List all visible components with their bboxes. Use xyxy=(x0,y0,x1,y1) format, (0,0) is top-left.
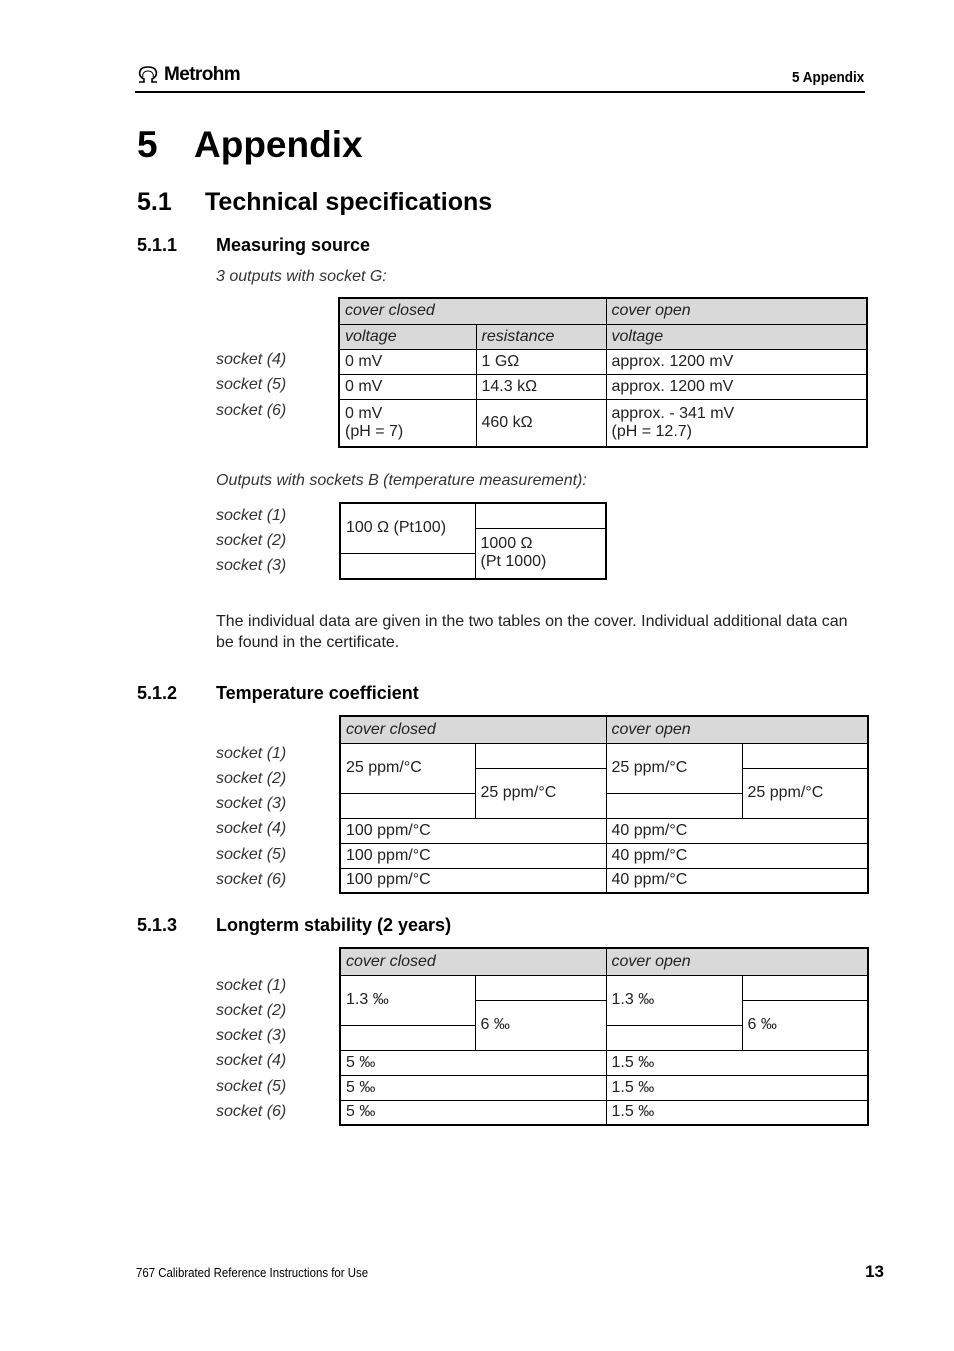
table-row xyxy=(340,1050,868,1075)
subsection-title-512 xyxy=(137,683,419,704)
header-cover-open: cover open xyxy=(606,298,867,324)
table-cell: 25 ppm/°C xyxy=(340,743,475,793)
subsection-title-text: Temperature coefficient xyxy=(216,683,419,703)
table-row xyxy=(339,399,867,447)
cover-note-paragraph: The individual data are given in the two tables on the cover. Individual additional data can be found in the certificate. xyxy=(216,613,848,651)
socket-label: socket (5) xyxy=(216,846,287,863)
temperature-socket-table xyxy=(339,502,607,580)
socket-label: socket (5) xyxy=(216,1078,287,1095)
table-cell xyxy=(475,743,606,768)
table-cell: 100 ppm/°C xyxy=(340,843,606,868)
table-cell: 1.5 ‰ xyxy=(606,1050,868,1075)
table-cell: approx. 1200 mV xyxy=(606,374,867,399)
table-cell xyxy=(475,975,606,1000)
header-cover-closed: cover closed xyxy=(339,298,606,324)
table-row xyxy=(339,374,867,399)
table-cell: 1.5 ‰ xyxy=(606,1075,868,1100)
table-cell xyxy=(606,793,742,818)
table-cell xyxy=(742,743,868,768)
table-cell xyxy=(606,1025,742,1050)
table-cell: 0 mV xyxy=(339,374,476,399)
socket-label: socket (6) xyxy=(216,871,287,888)
table-cell: 1.3 ‰ xyxy=(606,975,742,1025)
table-cell: 460 kΩ xyxy=(476,399,606,447)
table-cell: 25 ppm/°C xyxy=(742,768,868,818)
subsection-title-513 xyxy=(137,915,451,936)
table-cell xyxy=(340,793,475,818)
table-cell: 40 ppm/°C xyxy=(606,843,868,868)
chapter-title-text: Appendix xyxy=(194,124,363,165)
intro-socket-b: Outputs with sockets B (temperature measurement): xyxy=(216,472,587,489)
header-cover-closed: cover closed xyxy=(340,948,606,975)
table-cell: 25 ppm/°C xyxy=(606,743,742,793)
table-cell: 1.5 ‰ xyxy=(606,1100,868,1125)
socket-label: socket (6) xyxy=(216,402,287,419)
socket-label: socket (2) xyxy=(216,770,287,787)
header-resistance: resistance xyxy=(476,324,606,349)
socket-label: socket (2) xyxy=(216,1002,287,1019)
table-cell: 6 ‰ xyxy=(475,1000,606,1050)
header-section-label: 5 Appendix xyxy=(791,69,864,86)
socket-label: socket (5) xyxy=(216,376,287,393)
cell-line: (Pt 1000) xyxy=(480,553,547,571)
table-row xyxy=(340,818,868,843)
section-title-text: Technical specifications xyxy=(205,188,493,216)
temperature-coefficient-table xyxy=(339,715,869,894)
section-title xyxy=(137,188,492,217)
chapter-number: 5 xyxy=(137,124,158,165)
cell-line: 0 mV xyxy=(345,404,383,422)
table-cell xyxy=(475,528,606,579)
socket-label: socket (3) xyxy=(216,795,287,812)
socket-label: socket (1) xyxy=(216,507,287,524)
chapter-title xyxy=(137,124,363,166)
subsection-title-511 xyxy=(137,235,370,256)
table-cell: 14.3 kΩ xyxy=(476,374,606,399)
table-cell: 1 GΩ xyxy=(476,349,606,374)
socket-label: socket (4) xyxy=(216,1052,287,1069)
table-cell: 6 ‰ xyxy=(742,1000,868,1050)
header-cover-closed: cover closed xyxy=(340,716,606,743)
socket-label: socket (6) xyxy=(216,1103,287,1120)
table-cell: 1.3 ‰ xyxy=(340,975,475,1025)
socket-label: socket (3) xyxy=(216,1027,287,1044)
omega-logo-icon xyxy=(136,66,160,84)
measuring-source-table xyxy=(338,297,868,448)
subsection-number: 5.1.1 xyxy=(137,235,178,255)
table-cell: 0 mV xyxy=(339,349,476,374)
table-cell xyxy=(339,399,476,447)
subsection-title-text: Measuring source xyxy=(216,235,371,255)
table-cell: 5 ‰ xyxy=(340,1100,606,1125)
table-cell xyxy=(742,975,868,1000)
header-voltage-open: voltage xyxy=(606,324,867,349)
table-cell: 40 ppm/°C xyxy=(606,868,868,893)
table-row xyxy=(340,1075,868,1100)
table-cell xyxy=(340,553,475,579)
table-cell: 25 ppm/°C xyxy=(475,768,606,818)
header-rule xyxy=(135,91,865,93)
subsection-number: 5.1.2 xyxy=(137,683,178,703)
socket-label: socket (4) xyxy=(216,351,287,368)
socket-label: socket (3) xyxy=(216,557,287,574)
table-cell: 100 Ω (Pt100) xyxy=(340,503,475,553)
cell-line: approx. - 341 mV xyxy=(611,404,735,422)
table-cell: approx. 1200 mV xyxy=(606,349,867,374)
subsection-title-text: Longterm stability (2 years) xyxy=(216,915,452,935)
socket-label: socket (1) xyxy=(216,745,287,762)
table-row xyxy=(340,868,868,893)
table-cell xyxy=(606,399,867,447)
footer-document-title: 767 Calibrated Reference Instructions for Use xyxy=(136,1265,369,1280)
section-number: 5.1 xyxy=(137,188,172,216)
socket-label: socket (2) xyxy=(216,532,287,549)
table-cell: 5 ‰ xyxy=(340,1075,606,1100)
cell-line: (pH = 12.7) xyxy=(611,422,692,440)
table-cell: 100 ppm/°C xyxy=(340,868,606,893)
table-row xyxy=(339,349,867,374)
brand-name: Metrohm xyxy=(164,64,241,85)
cell-line: (pH = 7) xyxy=(345,422,404,440)
subsection-number: 5.1.3 xyxy=(137,915,178,935)
table-row xyxy=(340,1100,868,1125)
table-cell xyxy=(475,503,606,528)
table-cell: 5 ‰ xyxy=(340,1050,606,1075)
table-cell xyxy=(340,1025,475,1050)
table-cell: 40 ppm/°C xyxy=(606,818,868,843)
header-voltage: voltage xyxy=(339,324,476,349)
header-cover-open: cover open xyxy=(606,716,868,743)
table-row xyxy=(340,843,868,868)
brand-logo xyxy=(136,64,240,86)
longterm-stability-table xyxy=(339,947,869,1126)
cell-line: 1000 Ω xyxy=(480,535,533,553)
table-cell: 100 ppm/°C xyxy=(340,818,606,843)
socket-label: socket (1) xyxy=(216,977,287,994)
page-number: 13 xyxy=(865,1262,884,1281)
header-cover-open: cover open xyxy=(606,948,868,975)
intro-socket-g: 3 outputs with socket G: xyxy=(216,268,387,285)
socket-label: socket (4) xyxy=(216,820,287,837)
